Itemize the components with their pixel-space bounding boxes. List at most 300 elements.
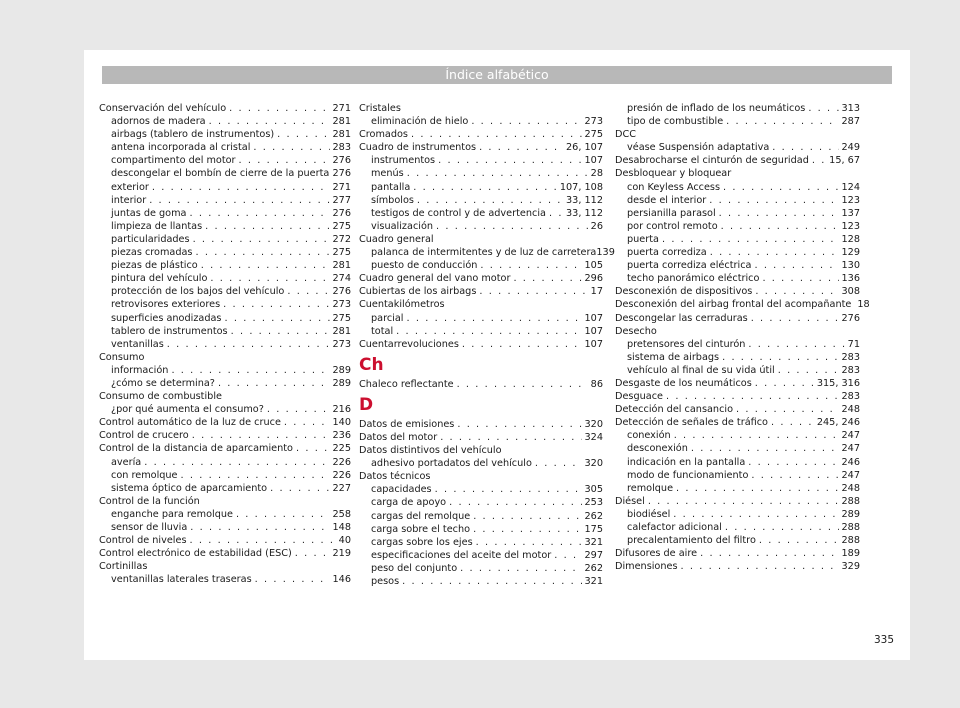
entry-page-ref: 289 xyxy=(332,364,351,376)
entry-label: pantalla xyxy=(371,181,411,193)
entry-page-ref: 275 xyxy=(584,129,603,141)
page-number: 335 xyxy=(873,634,894,646)
index-subentry xyxy=(99,272,351,285)
entry-label: persianilla parasol xyxy=(627,207,716,219)
entry-page-ref: 137 xyxy=(841,207,860,219)
entry-label: peso del conjunto xyxy=(371,562,458,574)
index-entry xyxy=(359,418,603,431)
entry-page-ref: 107, 108 xyxy=(559,181,603,193)
dot-leader xyxy=(722,351,838,364)
entry-page-ref: 308 xyxy=(841,286,860,298)
index-column-1 xyxy=(99,102,351,586)
dot-leader xyxy=(479,285,587,298)
entry-label: Difusores de aire xyxy=(615,548,698,560)
dot-leader xyxy=(748,456,838,469)
dot-leader xyxy=(192,429,330,442)
index-subentry xyxy=(615,272,860,285)
dot-leader xyxy=(673,508,838,521)
dot-leader xyxy=(700,547,838,560)
index-subentry xyxy=(615,115,860,128)
manual-page xyxy=(84,50,910,660)
entry-label: Dimensiones xyxy=(615,561,678,573)
index-subentry xyxy=(359,246,615,259)
dot-leader xyxy=(462,338,582,351)
index-entry xyxy=(99,534,351,547)
entry-page-ref: 225 xyxy=(332,443,351,455)
entry-label: véase Suspensión adaptativa xyxy=(627,142,770,154)
index-subentry xyxy=(615,456,860,469)
entry-label: con Keyless Access xyxy=(627,181,721,193)
dot-leader xyxy=(181,469,330,482)
entry-page-ref: 262 xyxy=(584,510,603,522)
entry-page-ref: 26, 107 xyxy=(566,142,603,154)
dot-leader xyxy=(473,510,581,523)
dot-leader xyxy=(666,390,839,403)
entry-label: calefactor adicional xyxy=(627,522,722,533)
entry-label: Desconexión del airbag frontal del acompañante xyxy=(615,299,852,311)
dot-leader xyxy=(417,194,563,207)
entry-page-ref: 283 xyxy=(332,142,351,154)
entry-label: Detección de señales de tráfico xyxy=(615,417,768,429)
dot-leader xyxy=(438,154,581,167)
entry-page-ref: 281 xyxy=(332,129,351,141)
entry-label: puesto de conducción xyxy=(371,260,478,272)
index-subentry xyxy=(99,298,351,311)
entry-page-ref: 287 xyxy=(841,116,860,128)
entry-page-ref: 262 xyxy=(584,562,603,574)
index-subentry xyxy=(99,364,351,377)
entry-label: Cuentarrevoluciones xyxy=(359,338,459,350)
dot-leader xyxy=(457,418,581,431)
entry-page-ref: 320 xyxy=(584,418,603,430)
entry-page-ref: 281 xyxy=(332,116,351,128)
index-subentry xyxy=(615,220,860,233)
entry-page-ref: 107 xyxy=(584,325,603,337)
index-subentry xyxy=(615,429,860,442)
dot-leader xyxy=(721,220,839,233)
index-letter-heading: Ch xyxy=(359,354,384,375)
dot-leader xyxy=(736,403,838,416)
entry-label: sistema de airbags xyxy=(627,351,720,363)
index-subentry xyxy=(99,233,351,246)
entry-page-ref: 226 xyxy=(332,456,351,468)
entry-page-ref: 283 xyxy=(841,391,860,403)
index-heading: Desecho xyxy=(615,325,657,337)
index-entry xyxy=(359,128,603,141)
index-subentry xyxy=(99,167,351,180)
index-heading: Datos técnicos xyxy=(359,471,431,483)
entry-label: particularidades xyxy=(111,233,190,245)
dot-leader xyxy=(189,207,329,220)
index-subentry xyxy=(99,181,351,194)
dot-leader xyxy=(751,469,838,482)
index-entry xyxy=(615,312,860,325)
dot-leader xyxy=(440,431,581,444)
entry-page-ref: 17 xyxy=(590,286,603,298)
dot-leader xyxy=(239,154,330,167)
entry-label: Cubiertas de los airbags xyxy=(359,286,477,298)
entry-label: cargas sobre los ejes xyxy=(371,536,473,548)
entry-page-ref: 86 xyxy=(590,378,603,390)
dot-leader xyxy=(277,128,329,141)
entry-page-ref: 281 xyxy=(332,325,351,337)
index-subentry xyxy=(99,115,351,128)
index-subentry xyxy=(359,510,603,523)
entry-label: sistema óptico de aparcamiento xyxy=(111,482,268,494)
index-entry xyxy=(359,338,603,351)
entry-page-ref: 245, 246 xyxy=(816,417,860,429)
entry-page-ref: 258 xyxy=(332,508,351,520)
entry-page-ref: 253 xyxy=(584,497,603,509)
entry-label: ¿cómo se determina? xyxy=(111,377,215,389)
entry-page-ref: 130 xyxy=(841,260,860,272)
entry-page-ref: 249 xyxy=(841,142,860,154)
dot-leader xyxy=(480,259,581,272)
index-subentry xyxy=(359,207,603,220)
entry-label: exterior xyxy=(111,181,149,193)
index-subentry xyxy=(359,562,603,575)
index-entry xyxy=(359,272,603,285)
dot-leader xyxy=(674,429,839,442)
dot-leader xyxy=(710,246,839,259)
entry-page-ref: 15, 67 xyxy=(829,155,860,167)
entry-label: superficies anodizadas xyxy=(111,312,222,324)
entry-page-ref: 18 xyxy=(857,299,870,311)
index-subentry xyxy=(615,338,860,351)
dot-leader xyxy=(296,442,330,455)
entry-page-ref: 107 xyxy=(584,338,603,350)
entry-page-ref: 297 xyxy=(584,549,603,561)
index-column-2 xyxy=(359,102,615,588)
index-entry xyxy=(615,285,860,298)
entry-label: carga sobre el techo xyxy=(371,523,471,535)
entry-label: retrovisores exteriores xyxy=(111,299,221,311)
dot-leader xyxy=(709,194,838,207)
index-subentry xyxy=(359,312,603,325)
dot-leader xyxy=(435,483,582,496)
index-subentry xyxy=(359,154,603,167)
entry-label: Descongelar las cerraduras xyxy=(615,312,748,324)
entry-page-ref: 296 xyxy=(584,273,603,285)
entry-page-ref: 107 xyxy=(584,155,603,167)
dot-leader xyxy=(772,141,838,154)
index-subentry xyxy=(359,181,603,194)
entry-page-ref: 246 xyxy=(841,456,860,468)
index-subentry xyxy=(359,259,603,272)
entry-label: eliminación de hielo xyxy=(371,116,469,128)
entry-label: desde el interior xyxy=(627,194,707,206)
entry-label: Desguace xyxy=(615,391,663,403)
entry-label: airbags (tablero de instrumentos) xyxy=(111,129,275,141)
dot-leader xyxy=(691,442,839,455)
index-subentry xyxy=(615,482,860,495)
dot-leader xyxy=(193,233,330,246)
entry-label: enganche para remolque xyxy=(111,508,233,520)
dot-leader xyxy=(144,456,329,469)
dot-leader xyxy=(476,536,582,549)
index-entry xyxy=(615,495,860,508)
index-heading: Desbloquear y bloquear xyxy=(615,168,732,180)
entry-page-ref: 271 xyxy=(332,103,351,114)
entry-label: precalentamiento del filtro xyxy=(627,535,756,547)
entry-label: Control de la distancia de aparcamiento xyxy=(99,443,293,455)
entry-label: Cuadro de instrumentos xyxy=(359,142,477,154)
index-subentry xyxy=(99,128,351,141)
dot-leader xyxy=(648,495,839,508)
dot-leader xyxy=(209,115,330,128)
index-entry xyxy=(359,285,603,298)
entry-page-ref: 124 xyxy=(841,181,860,193)
index-subentry xyxy=(615,534,860,547)
entry-page-ref: 273 xyxy=(332,338,351,350)
entry-label: puerta xyxy=(627,233,659,245)
entry-page-ref: 128 xyxy=(841,233,860,245)
entry-label: visualización xyxy=(371,220,434,232)
entry-page-ref: 247 xyxy=(841,469,860,481)
index-entry xyxy=(99,416,351,429)
index-subentry xyxy=(99,154,351,167)
entry-page-ref: 140 xyxy=(332,417,351,429)
entry-label: instrumentos xyxy=(371,155,436,167)
index-subentry xyxy=(615,259,860,272)
entry-label: piezas cromadas xyxy=(111,247,193,259)
dot-leader xyxy=(460,562,581,575)
dot-leader xyxy=(755,377,814,390)
entry-label: desconexión xyxy=(627,443,688,455)
dot-leader xyxy=(513,272,581,285)
index-subentry xyxy=(99,469,351,482)
index-subentry xyxy=(359,536,603,549)
entry-page-ref: 276 xyxy=(841,312,860,324)
index-subentry xyxy=(99,194,351,207)
dot-leader xyxy=(808,102,838,115)
entry-label: conexión xyxy=(627,430,671,442)
entry-label: descongelar el bombín de cierre de la puerta xyxy=(111,168,330,180)
entry-label: interior xyxy=(111,194,147,206)
dot-leader xyxy=(473,523,581,536)
index-column-3 xyxy=(615,102,870,573)
entry-page-ref: 305 xyxy=(584,484,603,496)
entry-label: información xyxy=(111,364,169,376)
index-subentry xyxy=(99,207,351,220)
entry-page-ref: 321 xyxy=(584,576,603,587)
entry-page-ref: 276 xyxy=(332,155,351,167)
entry-page-ref: 33, 112 xyxy=(566,207,603,219)
entry-page-ref: 281 xyxy=(332,260,351,272)
entry-label: pintura del vehículo xyxy=(111,273,208,285)
dot-leader xyxy=(748,338,844,351)
entry-page-ref: 273 xyxy=(584,116,603,128)
entry-page-ref: 247 xyxy=(841,443,860,455)
dot-leader xyxy=(407,167,588,180)
entry-label: especificaciones del aceite del motor xyxy=(371,549,552,561)
dot-leader xyxy=(270,482,329,495)
dot-leader xyxy=(726,115,838,128)
dot-leader xyxy=(725,521,839,534)
entry-page-ref: 107 xyxy=(584,312,603,324)
dot-leader xyxy=(413,181,557,194)
entry-page-ref: 324 xyxy=(584,431,603,443)
entry-page-ref: 272 xyxy=(332,233,351,245)
dot-leader xyxy=(535,457,582,470)
entry-page-ref: 247 xyxy=(841,430,860,442)
entry-page-ref: 227 xyxy=(332,482,351,494)
entry-page-ref: 123 xyxy=(841,194,860,206)
dot-leader xyxy=(287,285,329,298)
dot-leader xyxy=(457,378,588,391)
index-entry xyxy=(99,102,351,115)
entry-label: Datos del motor xyxy=(359,431,438,443)
entry-page-ref: 276 xyxy=(332,286,351,298)
entry-label: ventanillas laterales traseras xyxy=(111,574,252,586)
entry-label: Control automático de la luz de cruce xyxy=(99,417,281,429)
entry-label: Control electrónico de estabilidad (ESC) xyxy=(99,548,292,560)
entry-label: Desconexión de dispositivos xyxy=(615,286,753,298)
entry-label: con remolque xyxy=(111,469,178,481)
dot-leader xyxy=(662,233,839,246)
dot-leader xyxy=(402,575,581,588)
entry-label: avería xyxy=(111,456,142,468)
entry-label: Cuadro general del vano motor xyxy=(359,273,511,285)
entry-label: antena incorporada al cristal xyxy=(111,142,251,154)
entry-page-ref: 129 xyxy=(841,247,860,259)
entry-label: indicación en la pantalla xyxy=(627,456,746,468)
index-subentry xyxy=(359,194,603,207)
index-subentry xyxy=(99,456,351,469)
dot-leader xyxy=(755,285,838,298)
index-heading: Cristales xyxy=(359,103,401,114)
dot-leader xyxy=(190,534,336,547)
index-entry xyxy=(359,378,603,391)
index-subentry xyxy=(615,364,860,377)
entry-page-ref: 315, 316 xyxy=(816,377,860,389)
dot-leader xyxy=(231,325,330,338)
entry-page-ref: 329 xyxy=(841,561,860,573)
index-subentry xyxy=(359,457,603,470)
entry-label: biodiésel xyxy=(627,508,671,520)
dot-leader xyxy=(479,141,563,154)
entry-page-ref: 139 xyxy=(596,247,615,259)
entry-label: Desabrocharse el cinturón de seguridad xyxy=(615,155,809,167)
entry-page-ref: 248 xyxy=(841,404,860,416)
entry-label: símbolos xyxy=(371,194,414,206)
dot-leader xyxy=(167,338,330,351)
entry-label: tipo de combustible xyxy=(627,116,724,128)
entry-page-ref: 148 xyxy=(332,522,351,533)
dot-leader xyxy=(676,482,838,495)
dot-leader xyxy=(210,272,329,285)
dot-leader xyxy=(754,259,838,272)
entry-page-ref: 273 xyxy=(332,299,351,311)
entry-label: modo de funcionamiento xyxy=(627,469,749,481)
entry-page-ref: 288 xyxy=(841,495,860,507)
index-subentry xyxy=(99,220,351,233)
entry-label: remolque xyxy=(627,482,674,494)
entry-label: Datos de emisiones xyxy=(359,418,455,430)
index-entry xyxy=(615,298,870,311)
index-subentry xyxy=(99,482,351,495)
entry-page-ref: 248 xyxy=(841,482,860,494)
index-subentry xyxy=(99,141,351,154)
index-subentry xyxy=(99,403,351,416)
index-subentry xyxy=(99,312,351,325)
entry-label: testigos de control y de advertencia xyxy=(371,207,546,219)
entry-page-ref: 274 xyxy=(332,273,351,285)
dot-leader xyxy=(719,207,839,220)
entry-page-ref: 289 xyxy=(841,508,860,520)
index-heading: Control de la función xyxy=(99,495,200,507)
entry-label: protección de los bajos del vehículo xyxy=(111,286,285,298)
dot-leader xyxy=(190,521,329,534)
dot-leader xyxy=(236,508,330,521)
dot-leader xyxy=(549,207,563,220)
index-entry xyxy=(615,547,860,560)
dot-leader xyxy=(201,259,330,272)
page-title: Índice alfabético xyxy=(102,66,892,84)
index-subentry xyxy=(99,508,351,521)
entry-page-ref: 26 xyxy=(590,220,603,232)
entry-label: Control de crucero xyxy=(99,430,189,442)
index-subentry xyxy=(615,102,860,115)
index-entry xyxy=(359,431,603,444)
dot-leader xyxy=(762,272,838,285)
index-heading: DCC xyxy=(615,129,636,141)
entry-label: menús xyxy=(371,168,404,180)
entry-page-ref: 146 xyxy=(332,574,351,586)
dot-leader xyxy=(284,416,330,429)
index-subentry xyxy=(99,521,351,534)
entry-page-ref: 189 xyxy=(841,548,860,560)
dot-leader xyxy=(471,115,581,128)
entry-page-ref: 283 xyxy=(841,364,860,376)
index-subentry xyxy=(99,338,351,351)
entry-page-ref: 105 xyxy=(584,260,603,272)
index-subentry xyxy=(615,194,860,207)
entry-page-ref: 40 xyxy=(338,535,351,547)
index-subentry xyxy=(99,325,351,338)
index-heading: Datos distintivos del vehículo xyxy=(359,445,502,457)
dot-leader xyxy=(723,181,838,194)
dot-leader xyxy=(152,181,330,194)
index-subentry xyxy=(359,523,603,536)
entry-label: puerta corrediza xyxy=(627,247,707,259)
index-entry xyxy=(99,429,351,442)
dot-leader xyxy=(411,128,582,141)
dot-leader xyxy=(205,220,329,233)
index-subentry xyxy=(99,285,351,298)
entry-page-ref: 71 xyxy=(847,338,860,350)
entry-page-ref: 236 xyxy=(332,430,351,442)
index-entry xyxy=(359,141,603,154)
entry-label: total xyxy=(371,325,394,337)
dot-leader xyxy=(295,547,330,560)
entry-page-ref: 123 xyxy=(841,220,860,232)
dot-leader xyxy=(407,312,582,325)
dot-leader xyxy=(255,573,330,586)
entry-page-ref: 275 xyxy=(332,220,351,232)
index-heading: Cuentakilómetros xyxy=(359,299,445,311)
entry-label: tablero de instrumentos xyxy=(111,325,228,337)
dot-leader xyxy=(224,312,329,325)
entry-label: juntas de goma xyxy=(111,207,187,219)
entry-page-ref: 275 xyxy=(332,312,351,324)
entry-label: capacidades xyxy=(371,484,432,496)
entry-page-ref: 175 xyxy=(584,523,603,535)
entry-label: piezas de plástico xyxy=(111,260,198,272)
index-heading: Cuadro general xyxy=(359,233,434,245)
entry-page-ref: 313 xyxy=(841,103,860,114)
index-subentry xyxy=(615,246,860,259)
